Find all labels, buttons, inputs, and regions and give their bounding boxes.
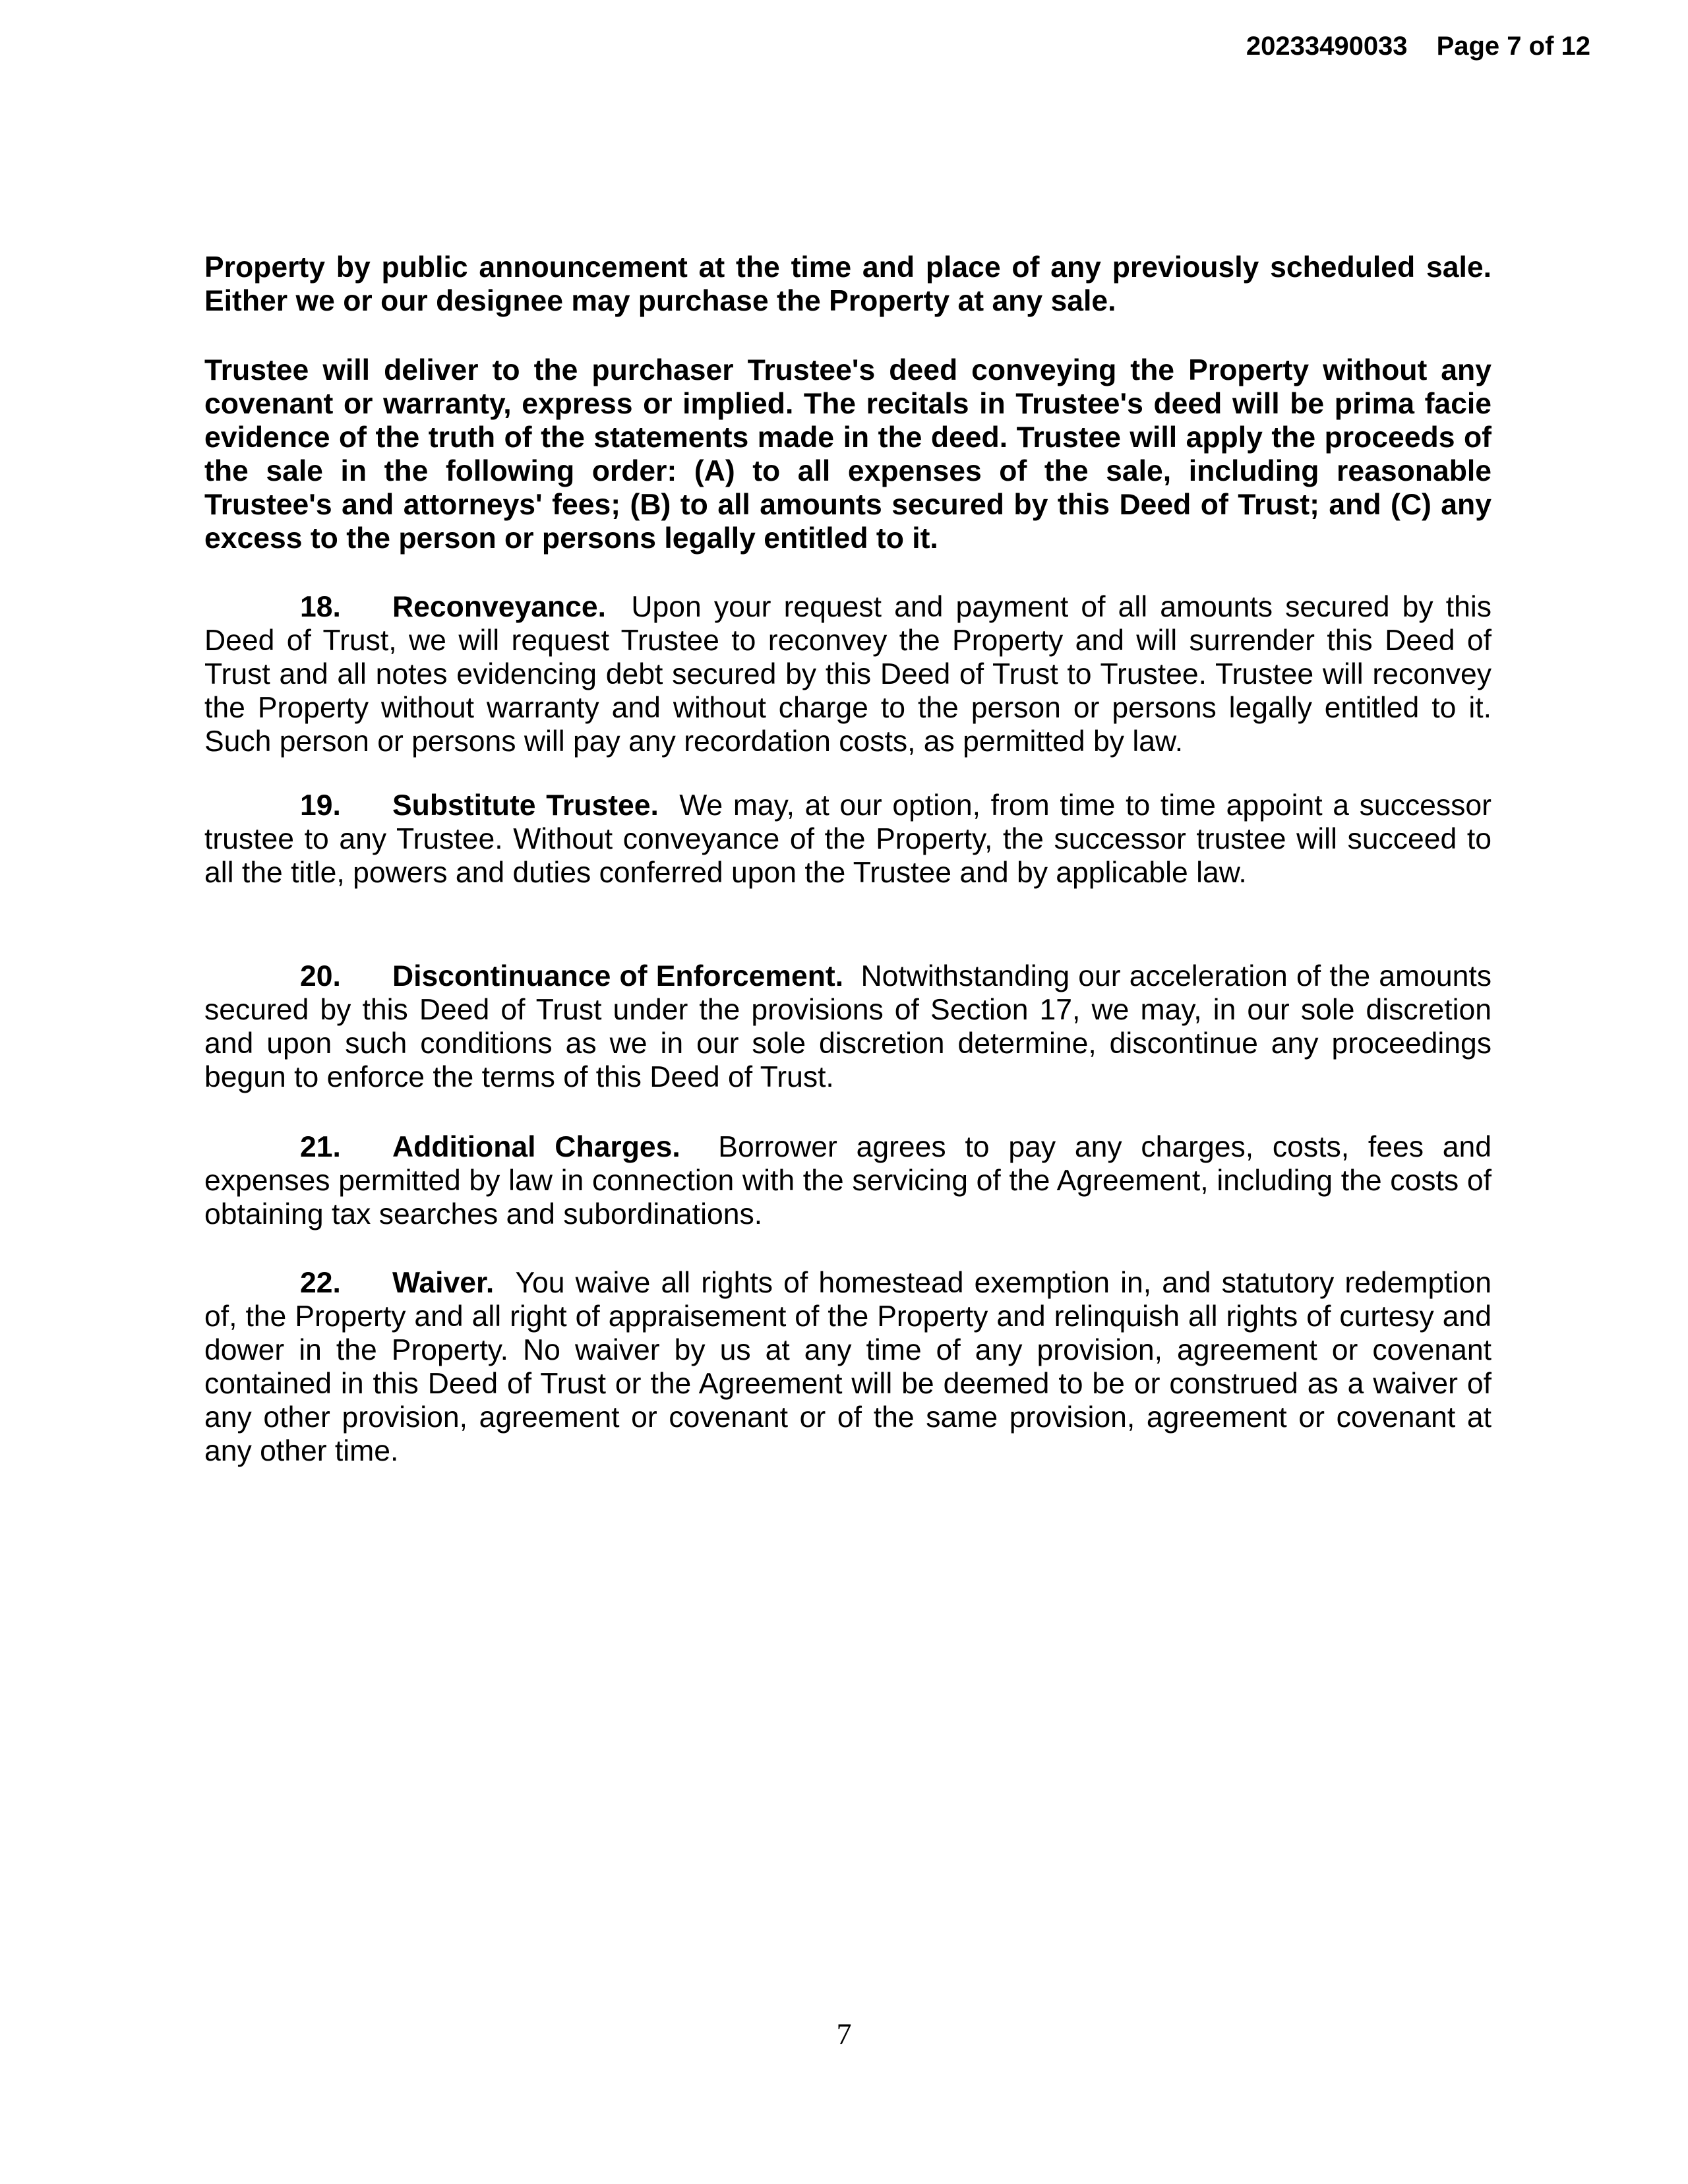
- document-number: 20233490033: [1246, 32, 1408, 61]
- page-label: Page 7 of 12: [1436, 32, 1590, 61]
- section-heading: Discontinuance of Enforcement.: [392, 960, 844, 992]
- section-heading: Substitute Trustee.: [392, 789, 659, 822]
- section-heading: Additional Charges.: [392, 1131, 680, 1163]
- paragraph-text: Trustee will deliver to the purchaser Trustee's deed conveying the Property without any covenant or warranty, express or implied. The recitals in Trustee's deed will be prima facie evidence of the truth of the statements made in the deed. Trustee will apply the proceeds of the sale in the following order: (A) to all expenses of the sale, including reasonable Trustee's and attorneys' fees; (B) to all amounts secured by this Deed of Trust; and (C) any excess to the person or persons legally entitled to it.: [204, 354, 1492, 555]
- section-number: 21.: [300, 1131, 341, 1163]
- paragraph-trustee-deed: [204, 353, 1492, 555]
- section-text: You waive all rights of homestead exemption in, and statutory redemption of, the Property and all right of appraisement of the Property and relinquish all rights of curtesy and dower in the Property. No waiver by us at any time of any provision, agreement or covenant contained in this Deed of Trust or the Agreement will be deemed to be or construed as a waiver of any other provision, agreement or covenant or of the same provision, agreement or covenant at any other time.: [204, 1267, 1492, 1467]
- section-text: Notwithstanding our acceleration of the amounts secured by this Deed of Trust under the provisions of Section 17, we may, in our sole discretion and upon such conditions as we in our sole discretion determine, discontinue any proceedings begun to enforce the terms of this Deed of Trust.: [204, 960, 1492, 1093]
- section-22-waiver: [204, 1266, 1492, 1468]
- section-text: We may, at our option, from time to time appoint a successor trustee to any Trustee. Without conveyance of the Property, the successor trustee will succeed to all the title, powers and duties conferred upon the Trustee and by applicable law.: [204, 789, 1492, 889]
- paragraph-sale-announcement: [204, 251, 1492, 318]
- section-number: 20.: [300, 960, 341, 992]
- page-footer: [0, 2017, 1688, 2051]
- section-21-additional-charges: [204, 1130, 1492, 1231]
- section-heading: Reconveyance.: [392, 591, 607, 623]
- section-number: 19.: [300, 789, 341, 822]
- section-text: Upon your request and payment of all amounts secured by this Deed of Trust, we will request Trustee to reconvey the Property and will surrender this Deed of Trust and all notes evidencing debt secured by this Deed of Trust to Trustee. Trustee will reconvey the Property without warranty and without charge to the person or persons legally entitled to it. Such person or persons will pay any recordation costs, as permitted by law.: [204, 591, 1492, 758]
- section-18-reconveyance: [204, 590, 1492, 758]
- paragraph-text: Property by public announcement at the time and place of any previously scheduled sale. Either we or our designee may purchase the Property at any sale.: [204, 251, 1492, 317]
- section-number: 22.: [300, 1267, 341, 1299]
- section-number: 18.: [300, 591, 341, 623]
- page-number: 7: [836, 2017, 852, 2051]
- section-19-substitute-trustee: [204, 789, 1492, 890]
- section-text: Borrower agrees to pay any charges, costs, fees and expenses permitted by law in connection with the servicing of the Agreement, including the costs of obtaining tax searches and subordinations.: [204, 1131, 1492, 1230]
- section-heading: Waiver.: [392, 1267, 495, 1299]
- page-header: [1246, 32, 1590, 61]
- section-20-discontinuance: [204, 959, 1492, 1094]
